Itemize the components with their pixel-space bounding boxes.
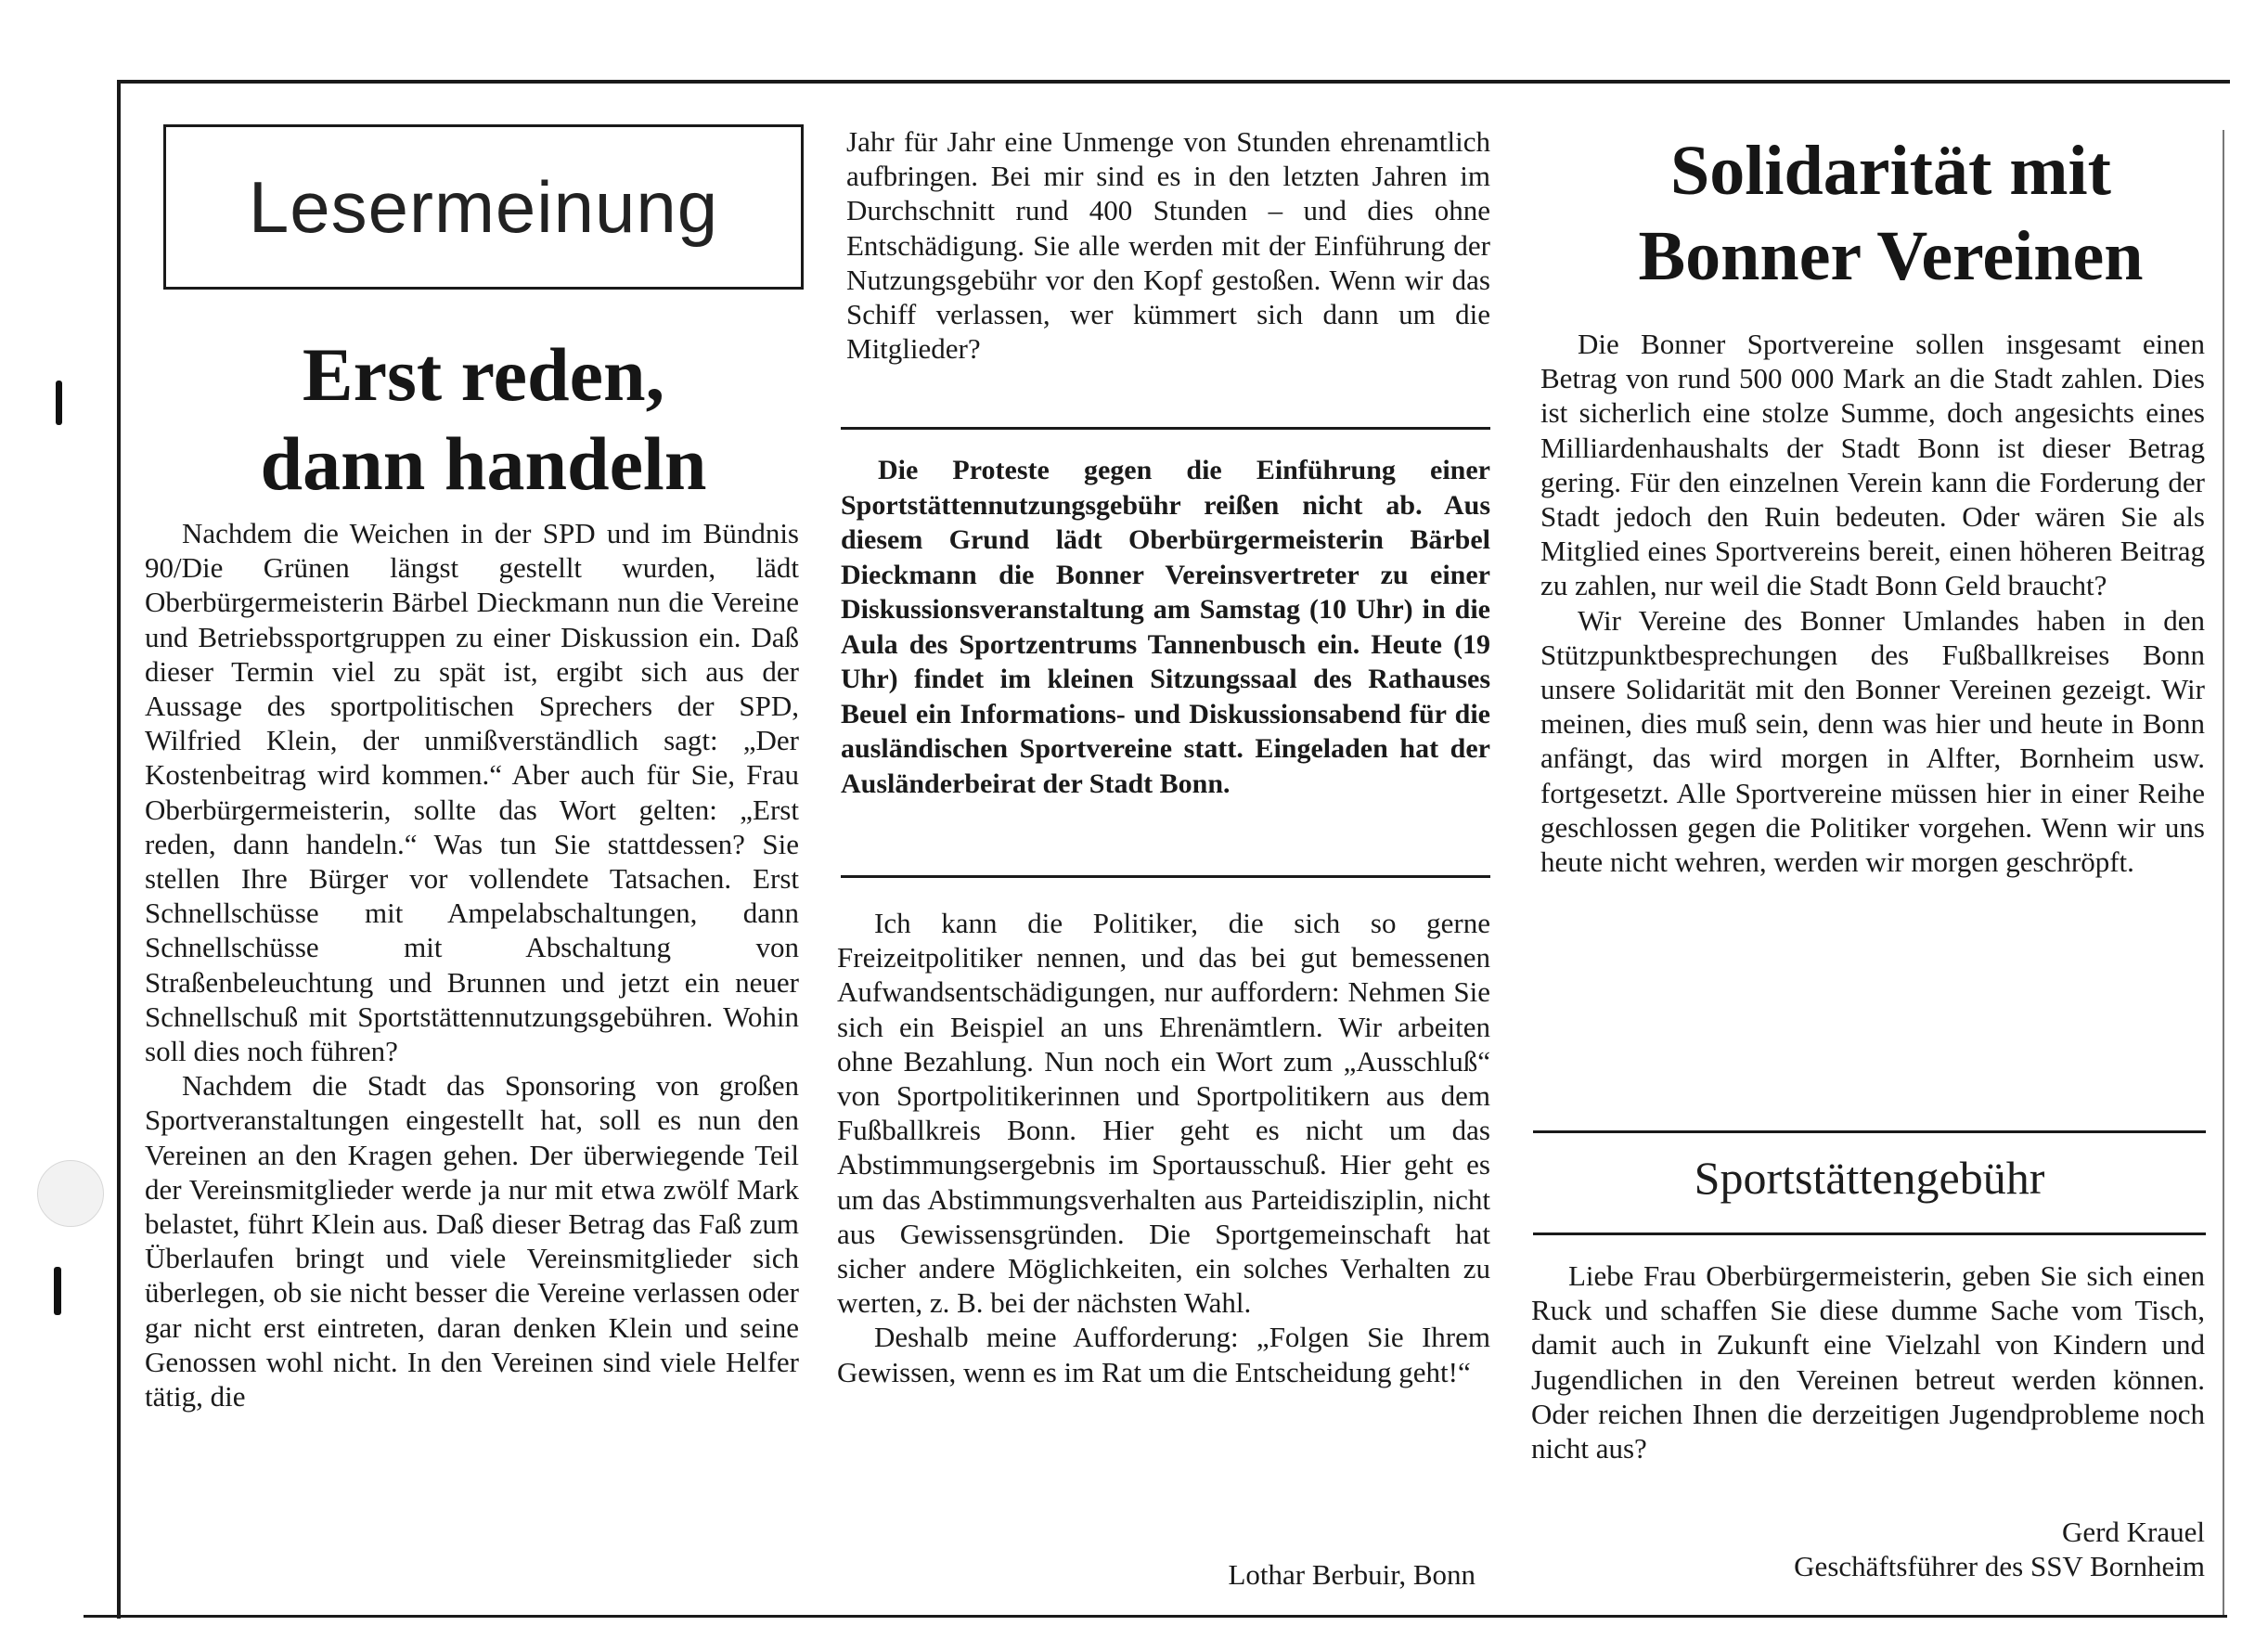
right-headline-line2: Bonner Vereinen <box>1638 217 2144 295</box>
left-paragraph: Nachdem die Weichen in der SPD und im Bündnis 90/Die Grünen längst gestellt wurden, lädt Oberbürgermeisterin Bärbel Dieckmann nun die Vereine und Betriebssportgruppen zu einer Diskussion ein. Daß dieser Termin viel zu spät ist, ergibt sich aus der Aussage des sportpolitischen Sprechers der SPD, Wilfried Klein, der unmißverständlich sagt: „Der Kostenbeitrag wird kommen.“ Aber auch für Sie, Frau Oberbürgermeisterin, sollte das Wort gelten: „Erst reden, dann handeln.“ Was tun Sie stattdessen? Sie stellen Ihre Bürger vor vollendete Tatsachen. Erst Schnellschüsse mit Ampelabschaltungen, dann Schnellschüsse mit Abschaltung von Straßenbeleuchtung und Brunnen und jetzt ein neuer Schnellschuß mit Sportstättennutzungsgebühren. Wohin soll dies noch führen? <box>145 517 799 1068</box>
right-headline-line1: Solidarität mit <box>1670 132 2111 210</box>
right-signature-name: Gerd Krauel <box>2061 1516 2205 1548</box>
right-closing-paragraph: Liebe Frau Oberbürgermeisterin, geben Sie sich einen Ruck und schaffen Sie diese dumme Sache vom Tisch, damit auch in Zukunft eine Vielzahl von Kindern und Jugendlichen in den Vereinen betreut werden können. Oder reichen Ihnen die derzeitigen Jugendprobleme noch nicht aus? <box>1531 1259 2205 1465</box>
right-subheading: Sportstättengebühr <box>1694 1152 2045 1204</box>
middle-continuation-text: Jahr für Jahr eine Unmenge von Stunden ehrenamtlich aufbringen. Bei mir sind es in den letzten Jahren im Durchschnitt rund 400 Stunden – und dies ohne Entschädigung. Sie alle werden mit der Einführung der Nutzungsgebühr vor den Kopf gestoßen. Wenn wir das Schiff verlassen, wer kümmert sich dann um die Mitglieder? <box>846 125 1490 366</box>
left-border-rule <box>117 80 121 1619</box>
right-article-body <box>1540 327 2205 879</box>
margin-mark <box>54 1267 61 1315</box>
section-label: Lesermeinung <box>248 165 719 248</box>
event-notice <box>841 453 1490 801</box>
middle-article-body <box>837 906 1490 1389</box>
notice-top-rule <box>841 427 1490 430</box>
right-headline <box>1545 128 2236 299</box>
middle-continuation <box>846 124 1490 366</box>
left-paragraph: Nachdem die Stadt das Sponsoring von großen Sportveranstaltungen eingestellt hat, soll es nun den Vereinen an den Kragen gehen. Der überwiegende Teil der Vereinsmitglieder werde ja nur mit etwa zwölf Mark belastet, führt Klein aus. Daß dieser Betrag das Faß zum Überlaufen bringt und viele Vereinsmitglieder sich überlegen, ob sie nicht besser die Vereine verlassen oder gar nicht erst eintreten, daran denken Klein und seine Genossen wohl nicht. In den Vereinen sind viele Helfer tätig, die <box>145 1069 799 1413</box>
right-signature <box>1578 1515 2205 1583</box>
middle-paragraph: Deshalb meine Aufforderung: „Folgen Sie Ihrem Gewissen, wenn es im Rat um die Entscheidung geht!“ <box>837 1321 1490 1388</box>
right-signature-title: Geschäftsführer des SSV Bornheim <box>1794 1550 2205 1582</box>
punch-hole <box>37 1160 104 1227</box>
left-headline <box>163 330 804 509</box>
event-notice-text: Die Proteste gegen die Einführung einer Sportstättennutzungsgebühr reißen nicht ab. Aus diesem Grund lädt Oberbürgermeisterin Bärbel Dieckmann die Bonner Vereinsvertreter zu einer Diskussionsveranstaltung am Samstag (10 Uhr) in die Aula des Sportzentrums Tannenbusch ein. Heute (19 Uhr) findet im kleinen Sitzungssaal des Rathauses Beuel ein Informations- und Diskussionsabend für die ausländischen Sportvereine statt. Eingeladen hat der Ausländerbeirat der Stadt Bonn. <box>841 455 1490 799</box>
margin-mark <box>56 381 62 425</box>
left-headline-line1: Erst reden, <box>302 332 665 417</box>
notice-bottom-rule <box>841 875 1490 878</box>
right-paragraph: Die Bonner Sportvereine sollen insgesamt einen Betrag von rund 500 000 Mark an die Stadt zahlen. Dies ist sicherlich eine stolze Summe, doch angesichts eines Milliardenhaushalts der Stadt Bonn ist dieser Betrag gering. Für den einzelnen Verein kann die Forderung der Stadt jedoch den Ruin bedeuten. Oder wären Sie als Mitglied eines Sportvereins bereit, einen höheren Beitrag zu zahlen, nur weil die Stadt Bonn Geld braucht? <box>1540 328 2205 602</box>
middle-paragraph: Ich kann die Politiker, die sich so gerne Freizeitpolitiker nennen, und das bei gut bemessenen Aufwandsentschädigungen, nur auffordern: Nehmen Sie sich ein Beispiel an uns Ehrenämtlern. Wir arbeiten ohne Bezahlung. Nun noch ein Wort zum „Ausschluß“ von Sportpolitikerinnen und Sportpolitikern aus dem Fußballkreis Bonn. Hier geht es nicht um das Abstimmungsergebnis im Sportausschuß. Hier geht es um das Abstimmungsverhalten aus Parteidisziplin, nicht aus Gewissensgründen. Die Sportgemeinschaft hat sicher andere Möglichkeiten, ein solches Verhalten zu werten, z. B. bei der nächsten Wahl. <box>837 907 1490 1320</box>
right-paragraph: Wir Vereine des Bonner Umlandes haben in den Stützpunktbesprechungen des Fußballkreises Bonn unsere Solidarität mit den Bonner Vereinen gezeigt. Wir meinen, dies muß sein, denn was hier und heute in Bonn anfängt, das wird morgen in Alfter, Bornheim usw. fortgesetzt. Alle Sportvereine müssen hier in einer Reihe geschlossen gegen die Politiker vorgehen. Wenn wir uns heute nicht wehren, werden wir morgen geschröpft. <box>1540 603 2205 879</box>
bottom-border-rule <box>84 1615 2227 1618</box>
top-border-rule <box>119 80 2230 84</box>
subheading-top-rule <box>1533 1130 2206 1133</box>
right-closing-body <box>1531 1258 2205 1465</box>
left-article-body <box>145 516 799 1413</box>
right-edge-rule <box>2223 130 2224 1615</box>
middle-signature: Lothar Berbuir, Bonn <box>1228 1558 1475 1591</box>
subheading-bottom-rule <box>1533 1232 2206 1235</box>
section-label-box <box>163 124 804 290</box>
left-headline-line2: dann handeln <box>260 421 707 506</box>
